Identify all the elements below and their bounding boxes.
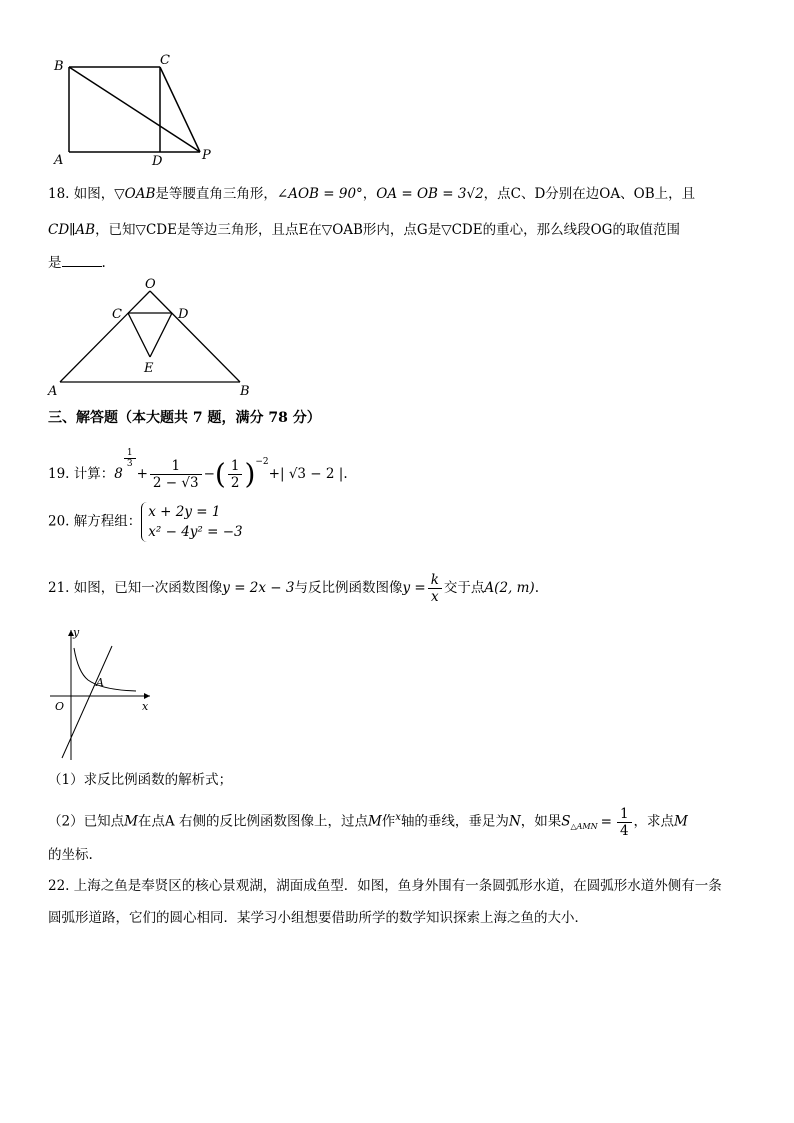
label-a: A xyxy=(48,384,58,399)
paren-left: ( xyxy=(214,457,226,491)
figure-rectangle-bcdp xyxy=(40,48,230,173)
label-o: O xyxy=(55,700,65,713)
q21-part2-text: ，求点 xyxy=(633,813,675,830)
q21-y-equals: y = xyxy=(402,580,426,596)
q18-angle: ∠AOB = 90° xyxy=(276,186,363,202)
segment-ce xyxy=(128,313,150,357)
q18-number: 18. xyxy=(48,186,70,202)
q18-text: ，点C、D分别在边OA、OB上，且 xyxy=(483,186,696,202)
segment-de xyxy=(150,313,172,357)
label-d: D xyxy=(178,307,189,322)
q21-part2-text: 在点A 右侧的反比例函数图像上，过点 xyxy=(137,813,368,830)
q22-line1 xyxy=(48,876,722,896)
label-o: O xyxy=(145,277,156,292)
figure-triangle-oab xyxy=(40,275,260,400)
label-c: C xyxy=(112,307,122,322)
x-axis-label: x xyxy=(395,812,401,823)
label-y: y xyxy=(73,626,80,639)
section-heading: 三、解答题（本大题共 7 题，满分 78 分） xyxy=(48,410,321,426)
label-p: P xyxy=(202,148,211,163)
q18-text: 是 xyxy=(48,255,62,271)
q20-prefix: 解方程组： xyxy=(73,513,142,530)
equals-sign: = xyxy=(600,813,612,830)
segment-ob xyxy=(150,291,240,382)
q18-text: . xyxy=(101,255,106,271)
q21-part2-cont: 的坐标. xyxy=(48,847,93,863)
q21 xyxy=(48,570,539,606)
q21-part1: （1）求反比例函数的解析式； xyxy=(48,772,233,788)
q19-number: 19. xyxy=(48,466,70,482)
q18-parallel: CD∥AB xyxy=(48,222,96,238)
q18-text: 是等腰直角三角形， xyxy=(155,186,277,202)
area-fraction: $\frac{1}{4}$ xyxy=(617,806,632,839)
answer-blank[interactable] xyxy=(62,252,102,267)
label-b: B xyxy=(240,384,250,399)
q21-part2-text: （2）已知点 xyxy=(48,813,125,830)
q18-line2 xyxy=(48,220,680,240)
q19-fraction: $\frac{1}{2 - √3}$ xyxy=(150,458,202,491)
q18-equation: OA = OB = 3√2 xyxy=(376,186,484,202)
q21-text: 如图，已知一次函数图像 xyxy=(73,580,223,596)
equation-2: x² − 4y² = −3 xyxy=(148,524,243,540)
label-e: E xyxy=(144,361,154,376)
figure-graph xyxy=(40,620,170,770)
q18-text: ，已知▽CDE是等边三角形，且点E在▽OAB形内，点G是▽CDE的重心，那么线段OG的取值范围 xyxy=(95,222,680,238)
linear-line xyxy=(62,646,112,758)
segment-oa xyxy=(60,291,150,382)
q21-text: 交于点 xyxy=(443,580,485,596)
q19-abs: +| √3 − 2 | xyxy=(268,466,344,482)
q18-line3 xyxy=(48,252,106,273)
q19-end: . xyxy=(343,466,348,482)
q21-k-over-x: $\frac{k}{x}$ xyxy=(428,572,442,605)
label-c: C xyxy=(160,53,170,68)
q20-number: 20. xyxy=(48,513,70,530)
q22-line2: 圆弧形道路，它们的圆心相同．某学习小组想要借助所学的数学知识探索上海之鱼的大小． xyxy=(48,910,588,926)
q19-paren-exponent: −2 xyxy=(255,457,269,467)
q20 xyxy=(48,502,243,542)
q18-line1 xyxy=(48,184,695,204)
point-n: N xyxy=(508,813,521,830)
q21-text: 与反比例函数图像 xyxy=(294,580,403,596)
point-m: M xyxy=(674,813,688,830)
equation-1: x + 2y = 1 xyxy=(148,504,221,520)
q19-exponent: $\frac{1}{3}$ xyxy=(124,448,136,469)
area-subscript: △AMN xyxy=(570,822,598,832)
q21-end: . xyxy=(534,580,539,596)
q19-operator: − xyxy=(203,466,215,482)
label-a: A xyxy=(54,153,64,168)
point-m: M xyxy=(124,813,138,830)
q21-part2 xyxy=(48,800,688,845)
label-a: A xyxy=(96,676,104,689)
q18-text: 如图， xyxy=(73,186,115,202)
paren-right: ) xyxy=(244,457,256,491)
q19 xyxy=(48,446,348,491)
q18-text: ， xyxy=(362,186,377,202)
q19-half: $\frac{1}{2}$ xyxy=(228,458,243,491)
q22-text: 上海之鱼是奉贤区的核心景观湖，湖面成鱼型．如图，鱼身外围有一条圆弧形水道，在圆弧形水道外侧有一条 xyxy=(73,878,722,894)
q21-point-a: A(2, m) xyxy=(484,580,535,596)
hyperbola-curve xyxy=(74,648,136,691)
q21-number: 21. xyxy=(48,580,70,596)
label-b: B xyxy=(54,59,64,74)
area-symbol: S xyxy=(561,813,571,830)
q21-part2-text: ，如果 xyxy=(520,813,562,830)
q22-number: 22. xyxy=(48,878,70,894)
q21-linear-function: y = 2x − 3 xyxy=(222,580,295,596)
q19-base: 8 xyxy=(114,466,123,482)
q21-part2-text: 轴的垂线，垂足为 xyxy=(400,813,509,830)
q21-part2-text: 作 xyxy=(381,813,396,830)
point-m: M xyxy=(367,813,382,830)
q19-operator: + xyxy=(136,466,148,482)
label-d: D xyxy=(152,154,163,169)
equation-system xyxy=(141,502,242,542)
label-x: x xyxy=(142,700,149,713)
q19-prefix: 计算： xyxy=(73,466,115,482)
q18-triangle: ▽OAB xyxy=(114,186,156,202)
